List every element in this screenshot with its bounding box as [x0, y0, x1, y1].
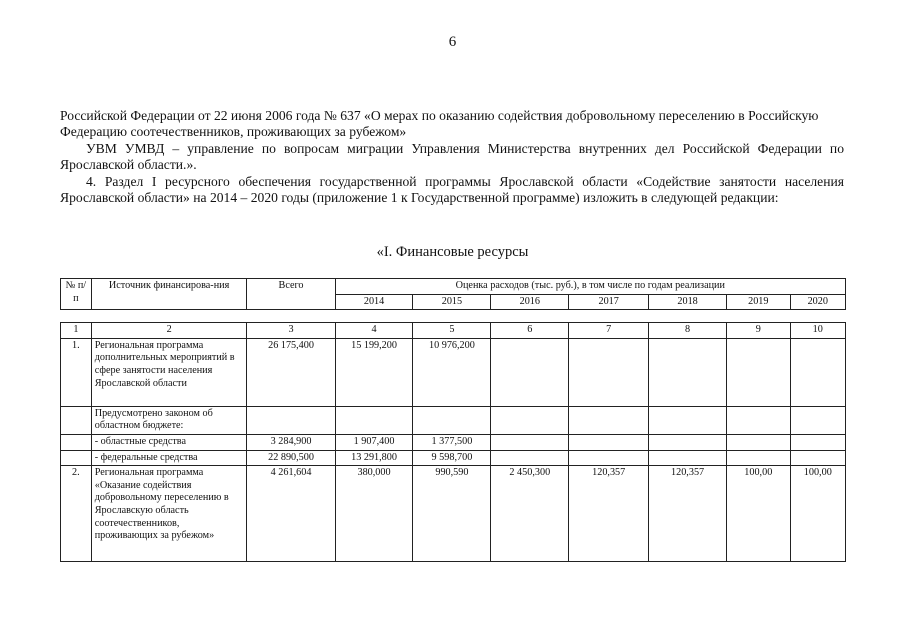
- header-year: 2014: [335, 294, 413, 310]
- cell-2017: 120,357: [569, 466, 649, 562]
- cell-2018: 120,357: [649, 466, 727, 562]
- cell-2015: 10 976,200: [413, 338, 491, 406]
- header-year: 2015: [413, 294, 491, 310]
- cell-2018: [649, 338, 727, 406]
- header-year: 2018: [649, 294, 727, 310]
- cell-2014: [335, 406, 413, 434]
- column-number: 9: [727, 323, 791, 339]
- header-year: 2016: [491, 294, 569, 310]
- column-number: 6: [491, 323, 569, 339]
- cell-2020: [790, 406, 845, 434]
- cell-2016: [491, 434, 569, 450]
- header-row-1: [61, 279, 846, 295]
- column-number: 3: [247, 323, 335, 339]
- row-number: 2.: [61, 466, 92, 562]
- row-source-name: - областные средства: [91, 434, 247, 450]
- cell-2014: 13 291,800: [335, 450, 413, 466]
- cell-2019: [727, 434, 791, 450]
- cell-2016: [491, 406, 569, 434]
- cell-2014: 15 199,200: [335, 338, 413, 406]
- paragraph-1: Российской Федерации от 22 июня 2006 года № 637 «О мерах по оказанию содействия добровольному переселению в Российскую Федерацию соотечественников, проживающих за рубежом»: [60, 108, 819, 139]
- header-estimate: Оценка расходов (тыс. руб.), в том числе по годам реализации: [335, 279, 845, 295]
- row-source-name: - федеральные средства: [91, 450, 247, 466]
- cell-2018: [649, 406, 727, 434]
- cell-2019: [727, 450, 791, 466]
- cell-2014: 1 907,400: [335, 434, 413, 450]
- column-number-row: [61, 323, 846, 339]
- cell-2016: [491, 338, 569, 406]
- page-number: 6: [448, 34, 457, 50]
- cell-2015: [413, 406, 491, 434]
- header-source: Источник финансирова-ния: [91, 279, 247, 310]
- cell-total: 4 261,604: [247, 466, 335, 562]
- row-number: [61, 434, 92, 450]
- cell-2020: [790, 338, 845, 406]
- header-year: 2019: [727, 294, 791, 310]
- cell-2014: 380,000: [335, 466, 413, 562]
- header-num: № п/п: [61, 279, 92, 310]
- column-number: 8: [649, 323, 727, 339]
- cell-total: 22 890,500: [247, 450, 335, 466]
- column-number: 7: [569, 323, 649, 339]
- table-row: [61, 466, 846, 562]
- cell-2016: [491, 450, 569, 466]
- paragraph-3: 4. Раздел I ресурсного обеспечения государственной программы Ярославской области «Содействие занятости населения Ярославской области» на 2014 – 2020 годы (приложение 1 к Государственной программе) изложить в следующей редакции:: [60, 174, 844, 205]
- row-number: [61, 406, 92, 434]
- column-number: 5: [413, 323, 491, 339]
- column-number: 4: [335, 323, 413, 339]
- row-source-name: Предусмотрено законом об областном бюджете:: [91, 406, 247, 434]
- cell-total: 26 175,400: [247, 338, 335, 406]
- cell-2017: [569, 406, 649, 434]
- cell-total: 3 284,900: [247, 434, 335, 450]
- cell-2016: 2 450,300: [491, 466, 569, 562]
- row-number: 1.: [61, 338, 92, 406]
- cell-2019: [727, 338, 791, 406]
- cell-2019: [727, 406, 791, 434]
- cell-2020: [790, 434, 845, 450]
- cell-2017: [569, 450, 649, 466]
- table-row: [61, 406, 846, 434]
- cell-2017: [569, 338, 649, 406]
- column-number: 10: [790, 323, 845, 339]
- cell-2020: 100,00: [790, 466, 845, 562]
- column-number: 1: [61, 323, 92, 339]
- cell-2017: [569, 434, 649, 450]
- table-row: [61, 450, 846, 466]
- cell-2015: 990,590: [413, 466, 491, 562]
- column-number: 2: [91, 323, 247, 339]
- row-source-name: Региональная программа «Оказание содействия добровольному переселению в Ярославскую область соотечественников, проживающих за рубежом»: [91, 466, 247, 562]
- header-total: Всего: [247, 279, 335, 310]
- cell-2015: 9 598,700: [413, 450, 491, 466]
- table-spacer: [61, 310, 846, 323]
- table-row: [61, 434, 846, 450]
- row-source-name: Региональная программа дополнительных мероприятий в сфере занятости населения Ярославской области: [91, 338, 247, 406]
- cell-2020: [790, 450, 845, 466]
- table-row: [61, 338, 846, 406]
- header-year: 2020: [790, 294, 845, 310]
- cell-2018: [649, 434, 727, 450]
- section-title: «I. Финансовые ресурсы: [376, 244, 529, 260]
- header-year: 2017: [569, 294, 649, 310]
- financial-resources-table: [60, 278, 846, 562]
- paragraph-2: УВМ УМВД – управление по вопросам миграции Управления Министерства внутренних дел Российской Федерации по Ярославской области.».: [60, 141, 844, 172]
- cell-2015: 1 377,500: [413, 434, 491, 450]
- cell-total: [247, 406, 335, 434]
- row-number: [61, 450, 92, 466]
- cell-2019: 100,00: [727, 466, 791, 562]
- cell-2018: [649, 450, 727, 466]
